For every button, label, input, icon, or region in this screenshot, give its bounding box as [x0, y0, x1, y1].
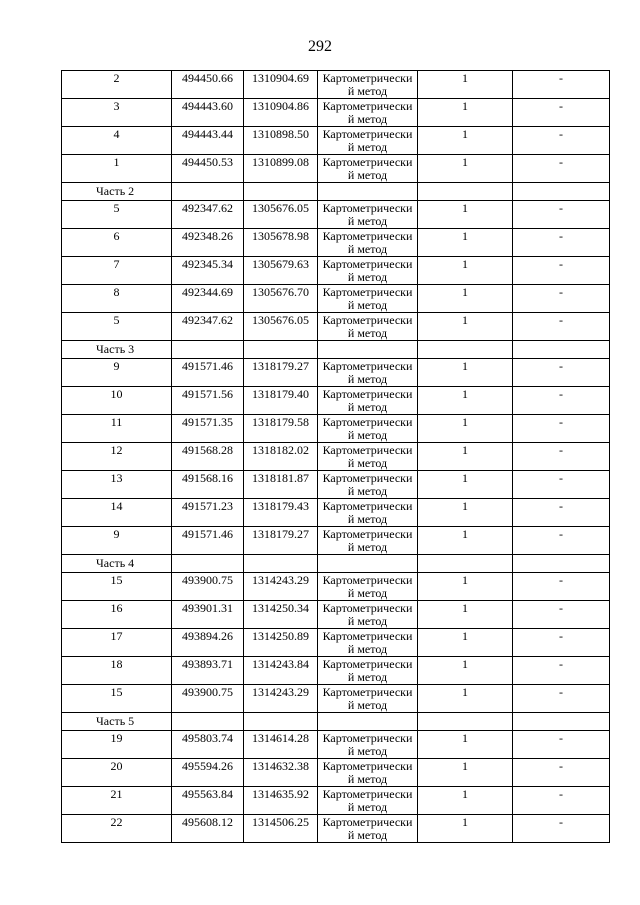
method-line-2: й метод [347, 512, 388, 526]
table-row [62, 257, 610, 285]
y-coordinate-cell: 1310904.69 [244, 71, 318, 99]
note-cell: - [513, 257, 610, 285]
y-coordinate-cell: 1314614.28 [244, 731, 318, 759]
accuracy-cell: 1 [418, 127, 513, 155]
x-coordinate-cell: 494450.66 [172, 71, 244, 99]
method-cell [318, 573, 418, 601]
x-coordinate-cell: 492345.34 [172, 257, 244, 285]
empty-cell [513, 713, 610, 731]
method-line-1: Картометрически [322, 815, 413, 829]
point-number-cell: 4 [62, 127, 172, 155]
table-row [62, 443, 610, 471]
y-coordinate-cell: 1314250.34 [244, 601, 318, 629]
accuracy-cell: 1 [418, 759, 513, 787]
table-row [62, 601, 610, 629]
note-cell: - [513, 201, 610, 229]
point-number-cell: 13 [62, 471, 172, 499]
method-cell [318, 415, 418, 443]
y-coordinate-cell: 1310904.86 [244, 99, 318, 127]
note-cell: - [513, 527, 610, 555]
x-coordinate-cell: 494450.53 [172, 155, 244, 183]
y-coordinate-cell: 1305676.05 [244, 201, 318, 229]
method-line-1: Картометрически [322, 257, 413, 271]
empty-cell [418, 183, 513, 201]
table-row [62, 99, 610, 127]
method-line-2: й метод [347, 270, 388, 284]
method-cell [318, 601, 418, 629]
part-header-row [62, 183, 610, 201]
x-coordinate-cell: 493900.75 [172, 685, 244, 713]
table-row [62, 387, 610, 415]
empty-cell [513, 341, 610, 359]
note-cell: - [513, 71, 610, 99]
empty-cell [318, 713, 418, 731]
accuracy-cell: 1 [418, 499, 513, 527]
x-coordinate-cell: 495803.74 [172, 731, 244, 759]
point-number-cell: 19 [62, 731, 172, 759]
accuracy-cell: 1 [418, 229, 513, 257]
table-row [62, 471, 610, 499]
method-line-2: й метод [347, 112, 388, 126]
part-header-row [62, 341, 610, 359]
note-cell: - [513, 99, 610, 127]
empty-cell [513, 555, 610, 573]
accuracy-cell: 1 [418, 471, 513, 499]
table-row [62, 657, 610, 685]
method-line-1: Картометрически [322, 629, 413, 643]
x-coordinate-cell: 491571.46 [172, 359, 244, 387]
note-cell: - [513, 471, 610, 499]
note-cell: - [513, 285, 610, 313]
method-line-2: й метод [347, 428, 388, 442]
x-coordinate-cell: 493901.31 [172, 601, 244, 629]
method-cell [318, 313, 418, 341]
method-line-1: Картометрически [322, 787, 413, 801]
accuracy-cell: 1 [418, 443, 513, 471]
y-coordinate-cell: 1314635.92 [244, 787, 318, 815]
method-cell [318, 527, 418, 555]
method-cell [318, 155, 418, 183]
table-row [62, 527, 610, 555]
method-line-1: Картометрически [322, 471, 413, 485]
method-cell [318, 731, 418, 759]
method-line-2: й метод [347, 642, 388, 656]
point-number-cell: 5 [62, 313, 172, 341]
table-row [62, 313, 610, 341]
point-number-cell: 22 [62, 815, 172, 843]
x-coordinate-cell: 491568.16 [172, 471, 244, 499]
y-coordinate-cell: 1314632.38 [244, 759, 318, 787]
x-coordinate-cell: 493900.75 [172, 573, 244, 601]
x-coordinate-cell: 492344.69 [172, 285, 244, 313]
x-coordinate-cell: 491571.56 [172, 387, 244, 415]
point-number-cell: 14 [62, 499, 172, 527]
method-line-2: й метод [347, 168, 388, 182]
method-cell [318, 285, 418, 313]
method-cell [318, 443, 418, 471]
point-number-cell: 15 [62, 685, 172, 713]
point-number-cell: 6 [62, 229, 172, 257]
method-line-1: Картометрически [322, 387, 413, 401]
accuracy-cell: 1 [418, 601, 513, 629]
point-number-cell: 17 [62, 629, 172, 657]
method-line-1: Картометрически [322, 601, 413, 615]
empty-cell [244, 341, 318, 359]
empty-cell [418, 555, 513, 573]
method-line-2: й метод [347, 84, 388, 98]
accuracy-cell: 1 [418, 815, 513, 843]
empty-cell [244, 713, 318, 731]
method-line-1: Картометрически [322, 573, 413, 587]
accuracy-cell: 1 [418, 313, 513, 341]
part-label: Часть 2 [62, 183, 172, 201]
method-line-2: й метод [347, 242, 388, 256]
method-line-2: й метод [347, 214, 388, 228]
table-row [62, 731, 610, 759]
accuracy-cell: 1 [418, 387, 513, 415]
method-line-1: Картометрически [322, 657, 413, 671]
method-line-1: Картометрически [322, 71, 413, 85]
accuracy-cell: 1 [418, 359, 513, 387]
x-coordinate-cell: 492347.62 [172, 201, 244, 229]
y-coordinate-cell: 1305679.63 [244, 257, 318, 285]
page-number: 292 [308, 38, 332, 55]
method-cell [318, 257, 418, 285]
y-coordinate-cell: 1318179.27 [244, 527, 318, 555]
x-coordinate-cell: 491571.23 [172, 499, 244, 527]
method-cell [318, 229, 418, 257]
part-label: Часть 5 [62, 713, 172, 731]
empty-cell [244, 555, 318, 573]
point-number-cell: 20 [62, 759, 172, 787]
empty-cell [318, 183, 418, 201]
table-row [62, 229, 610, 257]
accuracy-cell: 1 [418, 415, 513, 443]
method-line-2: й метод [347, 772, 388, 786]
table-row [62, 787, 610, 815]
method-line-1: Картометрически [322, 759, 413, 773]
y-coordinate-cell: 1314243.84 [244, 657, 318, 685]
part-header-row [62, 555, 610, 573]
table-row [62, 759, 610, 787]
y-coordinate-cell: 1318182.02 [244, 443, 318, 471]
accuracy-cell: 1 [418, 629, 513, 657]
accuracy-cell: 1 [418, 285, 513, 313]
point-number-cell: 9 [62, 527, 172, 555]
method-line-2: й метод [347, 326, 388, 340]
point-number-cell: 1 [62, 155, 172, 183]
x-coordinate-cell: 491568.28 [172, 443, 244, 471]
y-coordinate-cell: 1318179.40 [244, 387, 318, 415]
point-number-cell: 3 [62, 99, 172, 127]
table-row [62, 201, 610, 229]
note-cell: - [513, 359, 610, 387]
empty-cell [318, 555, 418, 573]
note-cell: - [513, 229, 610, 257]
note-cell: - [513, 127, 610, 155]
point-number-cell: 15 [62, 573, 172, 601]
method-line-2: й метод [347, 698, 388, 712]
note-cell: - [513, 387, 610, 415]
empty-cell [172, 555, 244, 573]
point-number-cell: 10 [62, 387, 172, 415]
method-line-2: й метод [347, 484, 388, 498]
x-coordinate-cell: 495608.12 [172, 815, 244, 843]
y-coordinate-cell: 1314243.29 [244, 573, 318, 601]
method-line-1: Картометрически [322, 229, 413, 243]
x-coordinate-cell: 495563.84 [172, 787, 244, 815]
note-cell: - [513, 415, 610, 443]
y-coordinate-cell: 1305678.98 [244, 229, 318, 257]
method-cell [318, 759, 418, 787]
note-cell: - [513, 313, 610, 341]
part-label: Часть 3 [62, 341, 172, 359]
table-row [62, 815, 610, 843]
note-cell: - [513, 155, 610, 183]
y-coordinate-cell: 1314506.25 [244, 815, 318, 843]
method-cell [318, 201, 418, 229]
method-line-2: й метод [347, 586, 388, 600]
method-line-1: Картометрически [322, 127, 413, 141]
method-cell [318, 471, 418, 499]
x-coordinate-cell: 495594.26 [172, 759, 244, 787]
method-line-2: й метод [347, 400, 388, 414]
accuracy-cell: 1 [418, 527, 513, 555]
table-row [62, 499, 610, 527]
table-row [62, 155, 610, 183]
point-number-cell: 2 [62, 71, 172, 99]
method-line-1: Картометрически [322, 415, 413, 429]
accuracy-cell: 1 [418, 573, 513, 601]
part-header-row [62, 713, 610, 731]
coordinates-table [61, 70, 610, 843]
y-coordinate-cell: 1318179.27 [244, 359, 318, 387]
note-cell: - [513, 629, 610, 657]
method-cell [318, 499, 418, 527]
point-number-cell: 16 [62, 601, 172, 629]
accuracy-cell: 1 [418, 99, 513, 127]
note-cell: - [513, 759, 610, 787]
accuracy-cell: 1 [418, 731, 513, 759]
method-cell [318, 71, 418, 99]
note-cell: - [513, 601, 610, 629]
note-cell: - [513, 499, 610, 527]
method-line-2: й метод [347, 372, 388, 386]
method-line-1: Картометрически [322, 201, 413, 215]
point-number-cell: 11 [62, 415, 172, 443]
note-cell: - [513, 685, 610, 713]
method-line-2: й метод [347, 456, 388, 470]
note-cell: - [513, 787, 610, 815]
x-coordinate-cell: 493893.71 [172, 657, 244, 685]
method-line-1: Картометрически [322, 99, 413, 113]
accuracy-cell: 1 [418, 657, 513, 685]
y-coordinate-cell: 1318179.43 [244, 499, 318, 527]
method-line-2: й метод [347, 140, 388, 154]
note-cell: - [513, 731, 610, 759]
note-cell: - [513, 815, 610, 843]
x-coordinate-cell: 491571.35 [172, 415, 244, 443]
method-line-1: Картометрически [322, 359, 413, 373]
point-number-cell: 9 [62, 359, 172, 387]
method-line-1: Картометрически [322, 685, 413, 699]
table-row [62, 415, 610, 443]
empty-cell [418, 341, 513, 359]
method-cell [318, 685, 418, 713]
point-number-cell: 8 [62, 285, 172, 313]
accuracy-cell: 1 [418, 787, 513, 815]
table-row [62, 685, 610, 713]
method-cell [318, 359, 418, 387]
method-line-1: Картометрически [322, 443, 413, 457]
method-line-1: Картометрически [322, 499, 413, 513]
method-line-1: Картометрически [322, 285, 413, 299]
x-coordinate-cell: 494443.44 [172, 127, 244, 155]
accuracy-cell: 1 [418, 685, 513, 713]
method-line-2: й метод [347, 744, 388, 758]
point-number-cell: 7 [62, 257, 172, 285]
x-coordinate-cell: 494443.60 [172, 99, 244, 127]
y-coordinate-cell: 1310898.50 [244, 127, 318, 155]
empty-cell [418, 713, 513, 731]
method-cell [318, 629, 418, 657]
table-row [62, 359, 610, 387]
empty-cell [172, 183, 244, 201]
note-cell: - [513, 657, 610, 685]
method-cell [318, 99, 418, 127]
y-coordinate-cell: 1310899.08 [244, 155, 318, 183]
table-row [62, 127, 610, 155]
coordinates-table-body [62, 71, 610, 843]
method-cell [318, 787, 418, 815]
method-line-1: Картометрически [322, 731, 413, 745]
x-coordinate-cell: 491571.46 [172, 527, 244, 555]
method-line-2: й метод [347, 540, 388, 554]
method-cell [318, 815, 418, 843]
accuracy-cell: 1 [418, 155, 513, 183]
y-coordinate-cell: 1305676.05 [244, 313, 318, 341]
method-line-2: й метод [347, 800, 388, 814]
method-line-2: й метод [347, 670, 388, 684]
accuracy-cell: 1 [418, 71, 513, 99]
empty-cell [172, 341, 244, 359]
point-number-cell: 5 [62, 201, 172, 229]
method-line-2: й метод [347, 828, 388, 842]
y-coordinate-cell: 1318179.58 [244, 415, 318, 443]
table-row [62, 629, 610, 657]
method-line-2: й метод [347, 298, 388, 312]
note-cell: - [513, 573, 610, 601]
y-coordinate-cell: 1314250.89 [244, 629, 318, 657]
note-cell: - [513, 443, 610, 471]
table-row [62, 573, 610, 601]
y-coordinate-cell: 1305676.70 [244, 285, 318, 313]
x-coordinate-cell: 492348.26 [172, 229, 244, 257]
method-line-2: й метод [347, 614, 388, 628]
y-coordinate-cell: 1314243.29 [244, 685, 318, 713]
part-label: Часть 4 [62, 555, 172, 573]
method-line-1: Картометрически [322, 313, 413, 327]
x-coordinate-cell: 493894.26 [172, 629, 244, 657]
empty-cell [318, 341, 418, 359]
accuracy-cell: 1 [418, 201, 513, 229]
table-row [62, 71, 610, 99]
y-coordinate-cell: 1318181.87 [244, 471, 318, 499]
empty-cell [172, 713, 244, 731]
method-line-1: Картометрически [322, 155, 413, 169]
empty-cell [513, 183, 610, 201]
point-number-cell: 21 [62, 787, 172, 815]
method-cell [318, 127, 418, 155]
empty-cell [244, 183, 318, 201]
table-row [62, 285, 610, 313]
point-number-cell: 12 [62, 443, 172, 471]
method-cell [318, 387, 418, 415]
method-cell [318, 657, 418, 685]
point-number-cell: 18 [62, 657, 172, 685]
accuracy-cell: 1 [418, 257, 513, 285]
x-coordinate-cell: 492347.62 [172, 313, 244, 341]
method-line-1: Картометрически [322, 527, 413, 541]
